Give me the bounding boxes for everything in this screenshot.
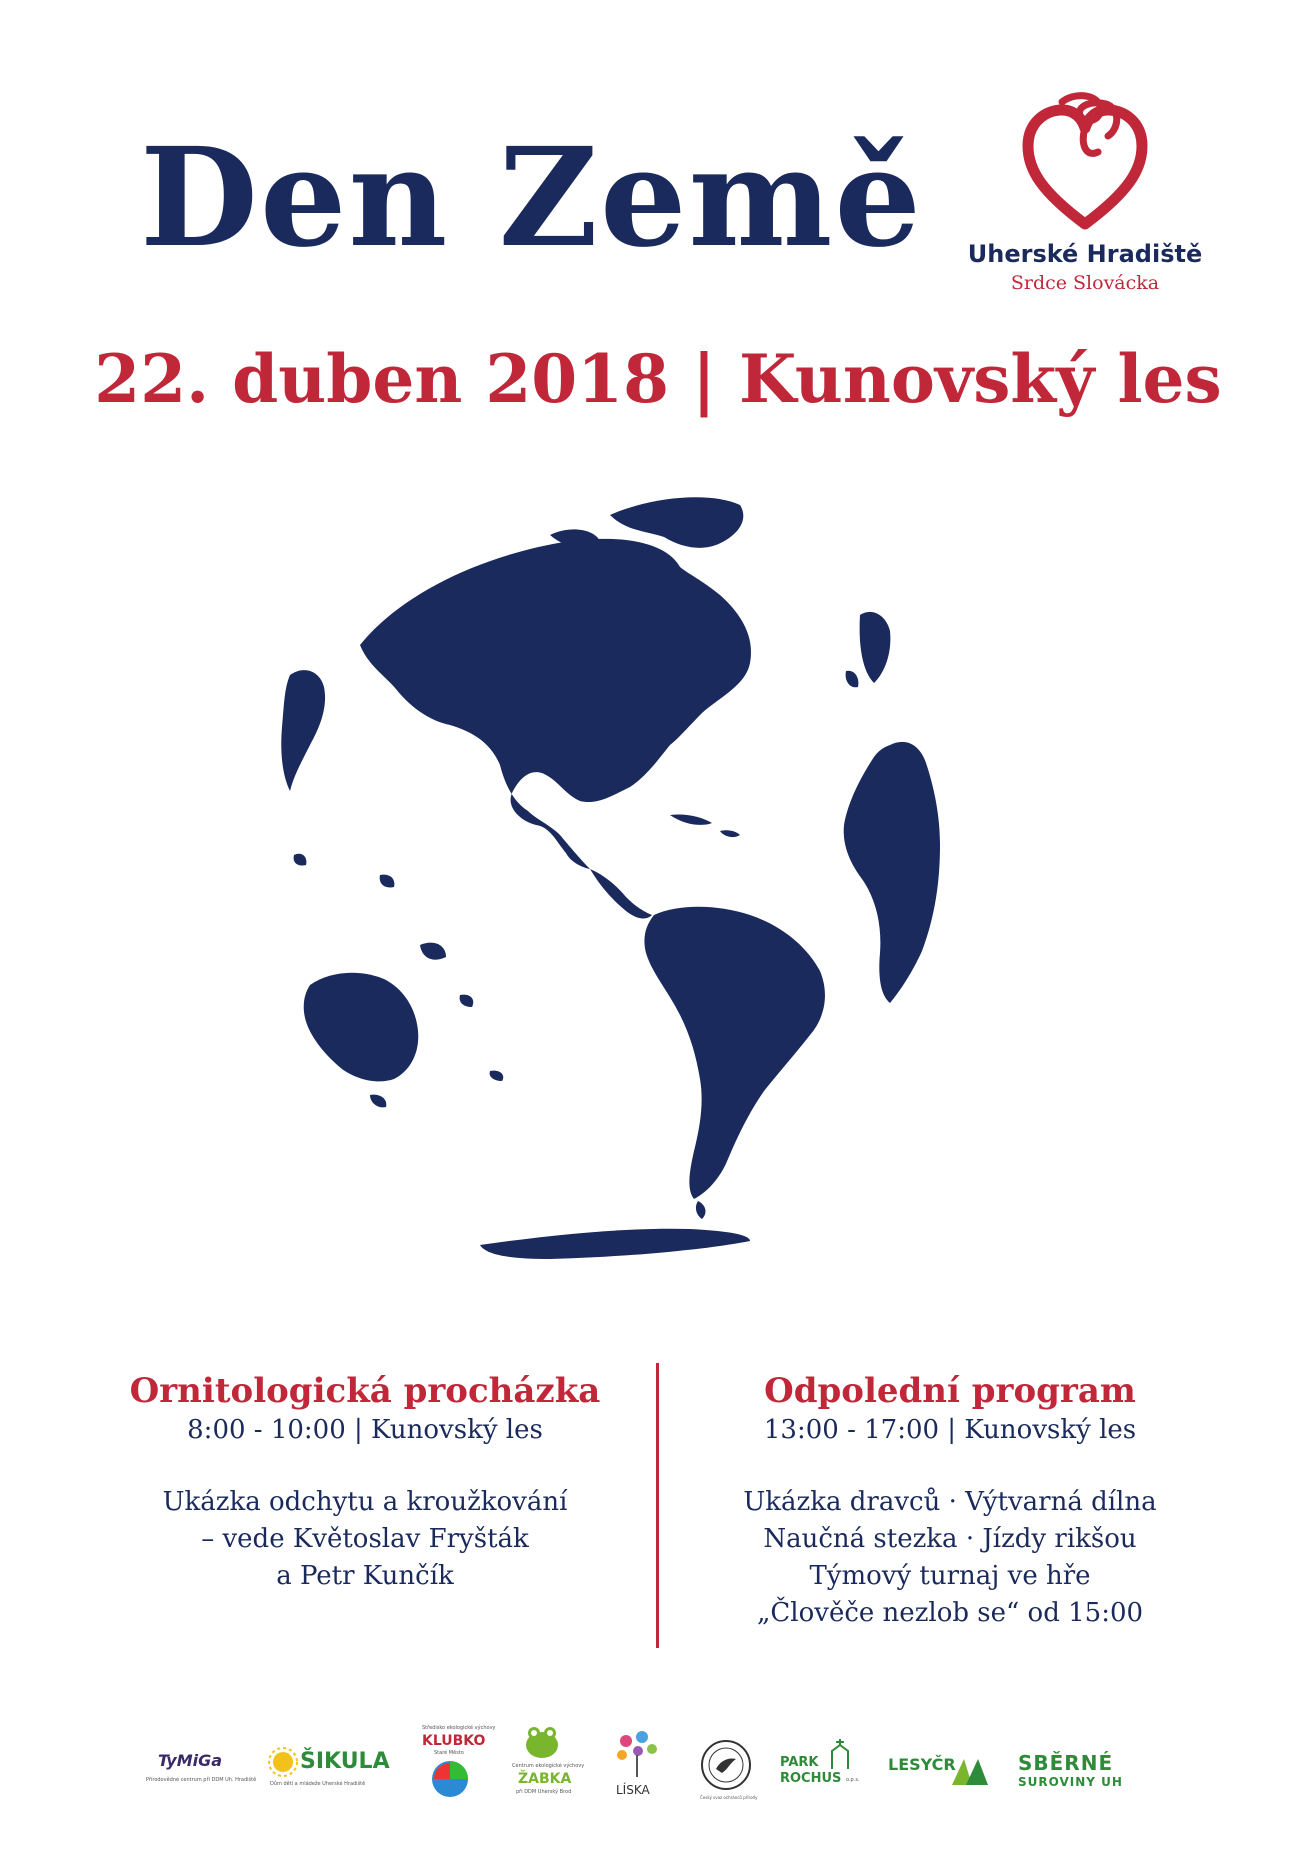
heart-logo-icon — [1022, 92, 1148, 232]
logo-name: Uherské Hradiště — [967, 240, 1203, 268]
yarn-ball-icon — [430, 1759, 470, 1799]
rochus-line1: PARK — [780, 1755, 819, 1770]
lesycr-name: LESYČR — [888, 1755, 956, 1774]
sponsor-logos — [140, 1725, 1180, 1815]
sponsor-sikula — [268, 1725, 390, 1815]
chapel-icon — [828, 1737, 852, 1771]
right-time: 13:00 - 17:00 | Kunovský les — [763, 1415, 1137, 1445]
date-location: 22. duben 2018 | Kunovský les — [94, 340, 1222, 418]
liska-name: LÍSKA — [616, 1783, 650, 1797]
frog-icon — [524, 1725, 560, 1759]
left-line: – vede Květoslav Fryšták — [201, 1524, 529, 1554]
suroviny-line2: SUROVINY UH — [1018, 1775, 1123, 1789]
south-america — [644, 907, 825, 1199]
right-line: „Člověče nezlob se“ od 15:00 — [756, 1598, 1144, 1628]
antarctica — [480, 1229, 750, 1259]
right-line: Týmový turnaj ve hře — [809, 1561, 1091, 1591]
sponsor-liska — [610, 1725, 670, 1815]
sponsor-tymiga — [140, 1725, 257, 1815]
rochus-suffix: o.p.s. — [846, 1777, 860, 1783]
greenland — [610, 497, 743, 548]
sikula-name: ŠIKULA — [300, 1749, 390, 1774]
africa-edge — [844, 742, 940, 1003]
sponsor-zabka — [512, 1725, 592, 1815]
right-program-column — [690, 1370, 1210, 1632]
asia-edge — [281, 670, 325, 791]
australia — [304, 973, 419, 1082]
right-heading: Odpolední program — [764, 1371, 1136, 1411]
sikula-sub: Dům dětí a mládeže Uherské Hradiště — [270, 1781, 366, 1787]
sponsor-seal — [700, 1725, 756, 1815]
tymiga-name: TyMiGa — [158, 1751, 223, 1770]
globe-illustration — [250, 475, 1070, 1295]
left-program-column — [105, 1370, 625, 1595]
zabka-sub: při DDM Uherský Brod — [516, 1789, 572, 1795]
suroviny-line1: SBĚRNÉ — [1018, 1751, 1114, 1775]
sun-icon — [268, 1747, 298, 1777]
tree-mark-icon — [950, 1753, 990, 1787]
rochus-line2: ROCHUS — [780, 1771, 842, 1786]
central-america — [590, 869, 652, 918]
zabka-top: Centrum ekologické výchovy — [512, 1763, 585, 1769]
sponsor-klubko — [418, 1725, 496, 1815]
left-line: Ukázka odchytu a kroužkování — [162, 1487, 568, 1517]
left-time: 8:00 - 10:00 | Kunovský les — [187, 1415, 543, 1445]
right-line: Ukázka dravců · Výtvarná dílna — [743, 1487, 1157, 1517]
right-line: Naučná stezka · Jízdy rikšou — [763, 1524, 1137, 1554]
sponsor-park-rochus — [780, 1725, 870, 1815]
seal-name: Český svaz ochránců přírody — [700, 1795, 758, 1800]
klubko-name: KLUBKO — [422, 1733, 486, 1749]
klubko-sub: Staré Město — [434, 1750, 464, 1756]
uherske-hradiste-logo — [960, 92, 1210, 292]
column-divider — [656, 1363, 659, 1648]
left-heading: Ornitologická procházka — [129, 1371, 601, 1411]
tymiga-sub: Přírodovědné centrum při DDM Uh. Hradiště — [146, 1777, 257, 1783]
logo-tagline: Srdce Slovácka — [1010, 272, 1160, 294]
bird-seal-icon — [700, 1739, 752, 1791]
left-line: a Petr Kunčík — [276, 1561, 454, 1591]
sponsor-lesy-cr — [888, 1725, 998, 1815]
zabka-name: ŽABKA — [518, 1771, 572, 1787]
sponsor-sberne-suroviny — [1018, 1725, 1180, 1815]
poster-title: Den Země — [140, 118, 923, 278]
tree-icon — [612, 1729, 662, 1779]
klubko-top: Středisko ekologické výchovy — [422, 1725, 496, 1731]
